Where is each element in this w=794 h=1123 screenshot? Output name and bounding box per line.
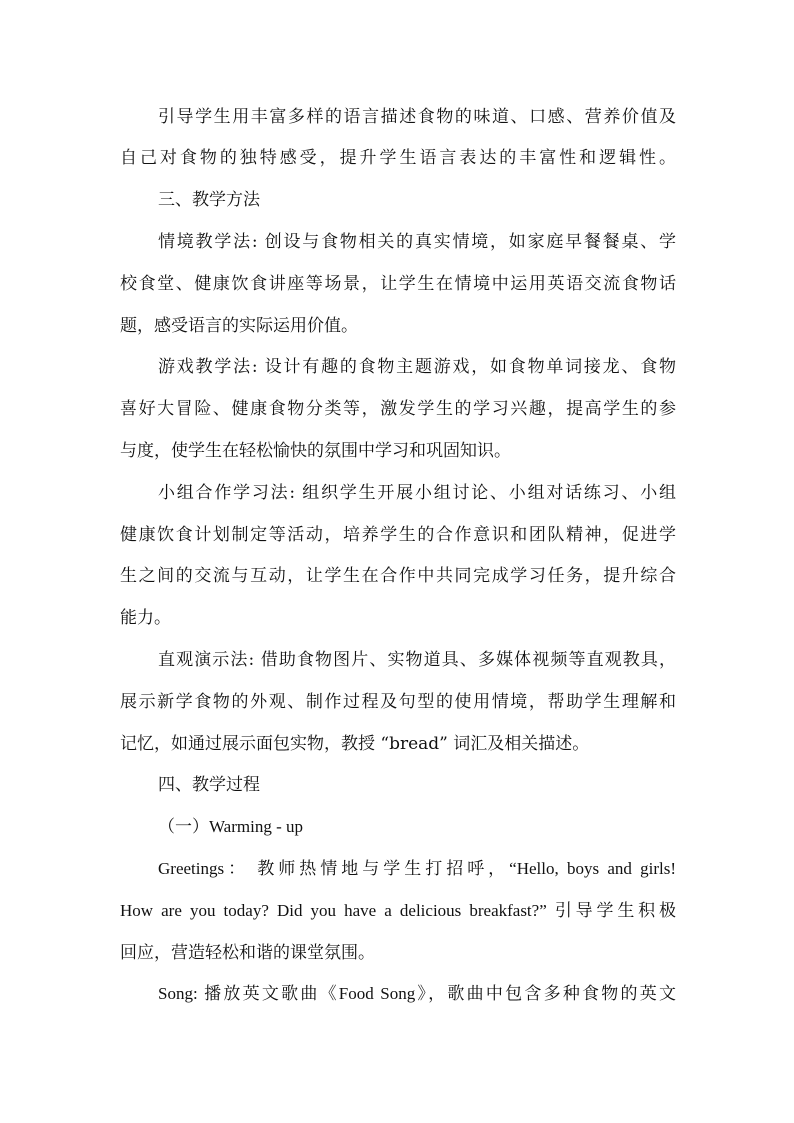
section-heading: 三、教学方法 bbox=[158, 190, 260, 210]
body-text-line: 游戏教学法: 设计有趣的食物主题游戏，如食物单词接龙、食物 bbox=[158, 357, 676, 377]
body-text-line: 自己对食物的独特感受，提升学生语言表达的丰富性和逻辑性。 bbox=[120, 148, 676, 168]
body-text-line: 题，感受语言的实际运用价值。 bbox=[120, 316, 358, 336]
body-text-line: Greetings： 教师热情地与学生打招呼，“Hello, boys and girls! bbox=[158, 859, 676, 878]
body-text-line: 校食堂、健康饮食讲座等场景，让学生在情境中运用英语交流食物话 bbox=[120, 274, 676, 294]
body-text-line: 记忆，如通过展示面包实物，教授 “bread” 词汇及相关描述。 bbox=[120, 734, 590, 754]
body-text-line: 小组合作学习法: 组织学生开展小组讨论、小组对话练习、小组 bbox=[158, 483, 676, 503]
body-text-line: 生之间的交流与互动，让学生在合作中共同完成学习任务，提升综合 bbox=[120, 566, 676, 586]
body-text-line: 直观演示法: 借助食物图片、实物道具、多媒体视频等直观教具， bbox=[158, 650, 676, 670]
body-text-line: How are you today? Did you have a delicious breakfast?” 引导学生积极 bbox=[120, 901, 676, 920]
body-text-line: 喜好大冒险、健康食物分类等，激发学生的学习兴趣，提高学生的参 bbox=[120, 399, 676, 419]
body-text-line: 健康饮食计划制定等活动，培养学生的合作意识和团队精神，促进学 bbox=[120, 525, 676, 545]
body-text-line: 回应，营造轻松和谐的课堂氛围。 bbox=[120, 943, 375, 963]
body-text-line: 展示新学食物的外观、制作过程及句型的使用情境，帮助学生理解和 bbox=[120, 692, 676, 712]
body-text-line: 能力。 bbox=[120, 608, 171, 628]
section-heading: 四、教学过程 bbox=[158, 775, 260, 795]
body-text-line: Song: 播放英文歌曲《Food Song》，歌曲中包含多种食物的英文 bbox=[158, 984, 676, 1003]
subsection-heading: （一）Warming - up bbox=[158, 817, 303, 836]
body-text-line: 与度，使学生在轻松愉快的氛围中学习和巩固知识。 bbox=[120, 441, 511, 461]
body-text-line: 情境教学法: 创设与食物相关的真实情境，如家庭早餐餐桌、学 bbox=[158, 232, 676, 252]
body-text-line: 引导学生用丰富多样的语言描述食物的味道、口感、营养价值及 bbox=[158, 107, 676, 127]
